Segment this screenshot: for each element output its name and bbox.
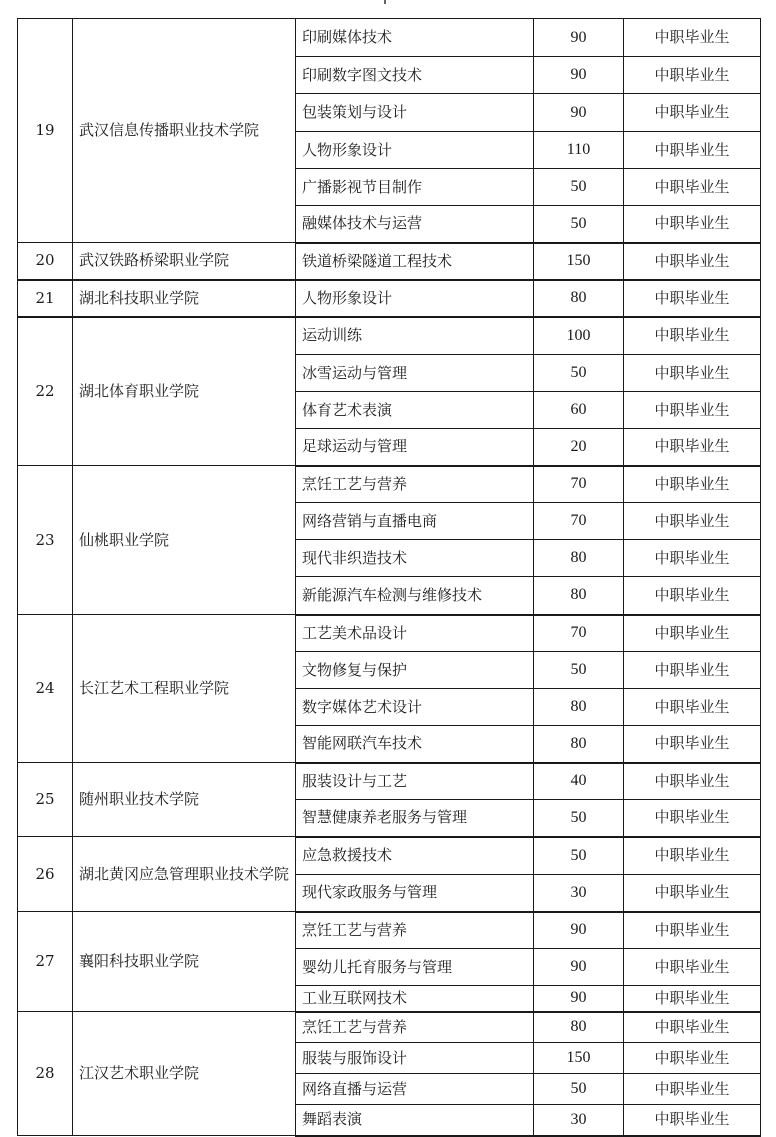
school-name-cell: 武汉铁路桥梁职业学院 [73,243,296,280]
enrollment-target-cell: 中职毕业生 [624,949,761,986]
school-name-cell: 武汉信息传播职业技术学院 [73,19,296,243]
table-row [18,280,761,317]
major-cell: 舞蹈表演 [296,1105,534,1136]
major-cell: 广播影视节目制作 [296,169,534,206]
enrollment-target-cell: 中职毕业生 [624,986,761,1012]
enrollment-target-cell: 中职毕业生 [624,1074,761,1105]
serial-number-cell: 19 [18,19,73,243]
major-cell: 应急救援技术 [296,837,534,875]
enrollment-target-cell: 中职毕业生 [624,392,761,429]
enrollment-target-cell: 中职毕业生 [624,837,761,875]
table-row [18,763,761,800]
major-cell: 现代非织造技术 [296,540,534,577]
plan-count-cell: 100 [534,317,624,355]
major-cell: 网络营销与直播电商 [296,503,534,540]
enrollment-target-cell: 中职毕业生 [624,1012,761,1043]
serial-number-cell: 20 [18,243,73,280]
plan-count-cell: 90 [534,57,624,94]
enrollment-target-cell: 中职毕业生 [624,726,761,763]
major-cell: 体育艺术表演 [296,392,534,429]
table-row [18,317,761,355]
table-body [18,19,761,1136]
plan-count-cell: 20 [534,429,624,466]
major-cell: 智能网联汽车技术 [296,726,534,763]
school-name-cell: 襄阳科技职业学院 [73,912,296,1012]
major-cell: 运动训练 [296,317,534,355]
school-name-cell: 湖北科技职业学院 [73,280,296,317]
plan-count-cell: 90 [534,949,624,986]
major-cell: 铁道桥梁隧道工程技术 [296,243,534,280]
serial-number-cell: 25 [18,763,73,837]
plan-count-cell: 50 [534,800,624,837]
plan-count-cell: 70 [534,466,624,503]
major-cell: 现代家政服务与管理 [296,875,534,912]
enrollment-target-cell: 中职毕业生 [624,1105,761,1136]
major-cell: 智慧健康养老服务与管理 [296,800,534,837]
school-name-cell: 湖北黄冈应急管理职业技术学院 [73,837,296,912]
plan-count-cell: 90 [534,19,624,57]
enrollment-target-cell: 中职毕业生 [624,912,761,949]
plan-count-cell: 70 [534,503,624,540]
plan-count-cell: 50 [534,1074,624,1105]
major-cell: 包装策划与设计 [296,94,534,132]
major-cell: 新能源汽车检测与维修技术 [296,577,534,615]
serial-number-cell: 27 [18,912,73,1012]
page-top-mark [384,0,386,4]
table-row [18,19,761,57]
major-cell: 工业互联网技术 [296,986,534,1012]
enrollment-target-cell: 中职毕业生 [624,169,761,206]
plan-count-cell: 80 [534,726,624,763]
plan-count-cell: 110 [534,132,624,169]
major-cell: 烹饪工艺与营养 [296,912,534,949]
enrollment-target-cell: 中职毕业生 [624,503,761,540]
major-cell: 人物形象设计 [296,132,534,169]
plan-count-cell: 30 [534,875,624,912]
plan-count-cell: 90 [534,986,624,1012]
serial-number-cell: 24 [18,615,73,763]
table-row [18,837,761,875]
enrollment-target-cell: 中职毕业生 [624,689,761,726]
major-cell: 服装与服饰设计 [296,1043,534,1074]
enrollment-target-cell: 中职毕业生 [624,57,761,94]
enrollment-target-cell: 中职毕业生 [624,577,761,615]
enrollment-target-cell: 中职毕业生 [624,763,761,800]
enrollment-target-cell: 中职毕业生 [624,652,761,689]
school-name-cell: 随州职业技术学院 [73,763,296,837]
plan-count-cell: 80 [534,577,624,615]
plan-count-cell: 60 [534,392,624,429]
enrollment-target-cell: 中职毕业生 [624,466,761,503]
plan-count-cell: 40 [534,763,624,800]
table-row [18,466,761,503]
serial-number-cell: 22 [18,317,73,466]
plan-count-cell: 90 [534,94,624,132]
major-cell: 印刷数字图文技术 [296,57,534,94]
enrollment-target-cell: 中职毕业生 [624,1043,761,1074]
major-cell: 婴幼儿托育服务与管理 [296,949,534,986]
plan-count-cell: 80 [534,540,624,577]
plan-count-cell: 50 [534,837,624,875]
major-cell: 烹饪工艺与营养 [296,466,534,503]
enrollment-target-cell: 中职毕业生 [624,132,761,169]
plan-count-cell: 50 [534,652,624,689]
enrollment-target-cell: 中职毕业生 [624,875,761,912]
major-cell: 融媒体技术与运营 [296,206,534,243]
school-name-cell: 仙桃职业学院 [73,466,296,615]
plan-count-cell: 80 [534,280,624,317]
plan-count-cell: 50 [534,355,624,392]
enrollment-target-cell: 中职毕业生 [624,243,761,280]
enrollment-target-cell: 中职毕业生 [624,94,761,132]
serial-number-cell: 23 [18,466,73,615]
major-cell: 工艺美术品设计 [296,615,534,652]
major-cell: 足球运动与管理 [296,429,534,466]
table-row [18,912,761,949]
major-cell: 印刷媒体技术 [296,19,534,57]
plan-count-cell: 150 [534,243,624,280]
enrollment-target-cell: 中职毕业生 [624,800,761,837]
enrollment-target-cell: 中职毕业生 [624,355,761,392]
major-cell: 烹饪工艺与营养 [296,1012,534,1043]
plan-count-cell: 50 [534,206,624,243]
plan-count-cell: 80 [534,1012,624,1043]
plan-count-cell: 50 [534,169,624,206]
enrollment-target-cell: 中职毕业生 [624,540,761,577]
major-cell: 人物形象设计 [296,280,534,317]
plan-count-cell: 150 [534,1043,624,1074]
serial-number-cell: 21 [18,280,73,317]
serial-number-cell: 26 [18,837,73,912]
major-cell: 网络直播与运营 [296,1074,534,1105]
major-cell: 服装设计与工艺 [296,763,534,800]
major-cell: 数字媒体艺术设计 [296,689,534,726]
school-name-cell: 湖北体育职业学院 [73,317,296,466]
enrollment-target-cell: 中职毕业生 [624,19,761,57]
enrollment-target-cell: 中职毕业生 [624,429,761,466]
enrollment-plan-table [17,18,761,1137]
table-row [18,1012,761,1043]
table-row [18,243,761,280]
enrollment-target-cell: 中职毕业生 [624,206,761,243]
enrollment-target-cell: 中职毕业生 [624,317,761,355]
major-cell: 文物修复与保护 [296,652,534,689]
major-cell: 冰雪运动与管理 [296,355,534,392]
enrollment-target-cell: 中职毕业生 [624,280,761,317]
serial-number-cell: 28 [18,1012,73,1136]
plan-count-cell: 90 [534,912,624,949]
school-name-cell: 江汉艺术职业学院 [73,1012,296,1136]
plan-count-cell: 70 [534,615,624,652]
table-row [18,615,761,652]
plan-count-cell: 80 [534,689,624,726]
enrollment-target-cell: 中职毕业生 [624,615,761,652]
school-name-cell: 长江艺术工程职业学院 [73,615,296,763]
plan-count-cell: 30 [534,1105,624,1136]
